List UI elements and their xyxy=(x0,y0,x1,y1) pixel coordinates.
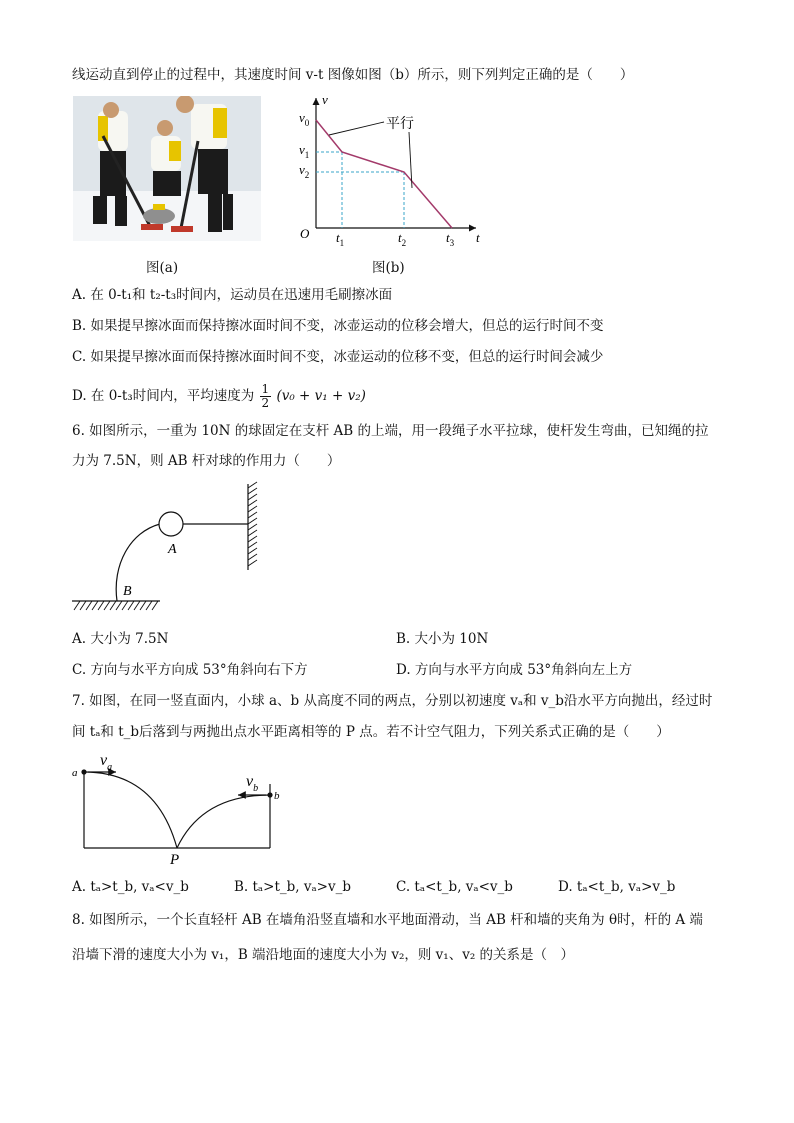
q5-option-a[interactable]: A. 在 0-t₁和 t₂-t₃时间内，运动员在迅速用毛刷擦冰面 xyxy=(72,287,393,303)
label-a: a xyxy=(72,767,78,779)
q5-option-d-prefix: D. 在 0-t₃时间内，平均速度为 xyxy=(72,388,255,404)
q5-option-d-formula: (v₀ + v₁ + v₂) xyxy=(276,388,366,404)
fraction-denominator: 2 xyxy=(261,396,270,410)
parallel-label: 平行 xyxy=(386,117,414,132)
ground-hatch xyxy=(74,601,158,610)
v-axis-label: v xyxy=(322,92,328,107)
fraction-numerator: 1 xyxy=(261,382,270,396)
ball-a xyxy=(81,769,86,774)
parallel-pointer-1 xyxy=(329,122,384,135)
q7-projectile-figure xyxy=(66,748,296,870)
vt-graph xyxy=(292,92,492,252)
v0-label: $v_0$ xyxy=(299,110,310,128)
q6-option-a[interactable]: A. 大小为 7.5N xyxy=(72,631,169,647)
v1-label: $v_1$ xyxy=(299,142,310,160)
q6-option-d[interactable]: D. 方向与水平方向成 53°角斜向左上方 xyxy=(396,662,633,678)
q8-stem-line-1: 8. 如图所示，一个长直轻杆 AB 在墙角沿竖直墙和水平地面滑动，当 AB 杆和墙的夹角为 θ时，杆的 A 端 xyxy=(72,912,703,928)
label-b: b xyxy=(274,790,280,802)
velocity-curve xyxy=(316,120,452,228)
label-p: P xyxy=(170,852,180,868)
label-va: $v_a$ xyxy=(100,752,113,773)
q7-option-b[interactable]: B. tₐ>t_b, vₐ>v_b xyxy=(234,879,352,895)
figure-b-caption: 图(b) xyxy=(372,260,405,276)
q6-option-c[interactable]: C. 方向与水平方向成 53°角斜向右下方 xyxy=(72,662,308,678)
t-axis-label: t xyxy=(476,230,480,245)
q7-stem-line-2: 间 tₐ和 t_b后落到与两抛出点水平距离相等的 P 点。若不计空气阻力，下列关系式正确的是（ ） xyxy=(72,724,670,740)
q6-stem-line-2: 力为 7.5N，则 AB 杆对球的作用力（ ） xyxy=(72,453,341,469)
question-5-intro: 线运动直到停止的过程中，其速度时间 v-t 图像如图（b）所示，则下列判定正确的是（ ） xyxy=(72,67,634,83)
q5-option-b[interactable]: B. 如果提早擦冰面而保持擦冰面时间不变，冰壶运动的位移会增大，但总的运行时间不变 xyxy=(72,318,604,334)
trajectory-a xyxy=(84,772,177,848)
q7-option-d[interactable]: D. tₐ<t_b, vₐ>v_b xyxy=(558,879,676,895)
curling-photo xyxy=(73,96,261,241)
q6-stem-line-1: 6. 如图所示，一重为 10N 的球固定在支杆 AB 的上端，用一段绳子水平拉球，使杆发生弯曲，已知绳的拉 xyxy=(72,423,709,439)
q5-option-d-fraction xyxy=(260,383,272,410)
q8-stem-line-2: 沿墙下滑的速度大小为 v₁，B 端沿地面的速度大小为 v₂，则 v₁、v₂ 的关系是（ ） xyxy=(72,947,575,963)
ball-b xyxy=(267,792,272,797)
label-a: A xyxy=(168,542,177,557)
q6-rod-figure xyxy=(70,480,270,615)
q7-option-a[interactable]: A. tₐ>t_b, vₐ<v_b xyxy=(72,879,189,895)
label-b: B xyxy=(123,584,132,599)
q5-option-c[interactable]: C. 如果提早擦冰面而保持擦冰面时间不变，冰壶运动的位移不变，但总的运行时间会减少 xyxy=(72,349,604,365)
q5-option-d[interactable] xyxy=(72,383,366,410)
curling-photo-drawing xyxy=(73,96,261,241)
q7-stem-line-1: 7. 如图，在同一竖直面内，小球 a、b 从高度不同的两点，分别以初速度 vₐ和 v_b沿水平方向抛出，经过时 xyxy=(72,693,713,709)
wall-hatch xyxy=(248,482,257,566)
label-vb: $v_b$ xyxy=(246,773,259,794)
t1-label: $t_1$ xyxy=(336,230,345,248)
q7-option-c[interactable]: C. tₐ<t_b, vₐ<v_b xyxy=(396,879,513,895)
ball xyxy=(159,512,183,536)
trajectory-b xyxy=(177,795,270,848)
v2-label: $v_2$ xyxy=(299,162,310,180)
origin-label: O xyxy=(300,226,310,241)
t3-label: $t_3$ xyxy=(446,230,455,248)
q6-option-b[interactable]: B. 大小为 10N xyxy=(396,631,489,647)
figure-a-caption: 图(a) xyxy=(146,260,179,276)
t2-label: $t_2$ xyxy=(398,230,407,248)
